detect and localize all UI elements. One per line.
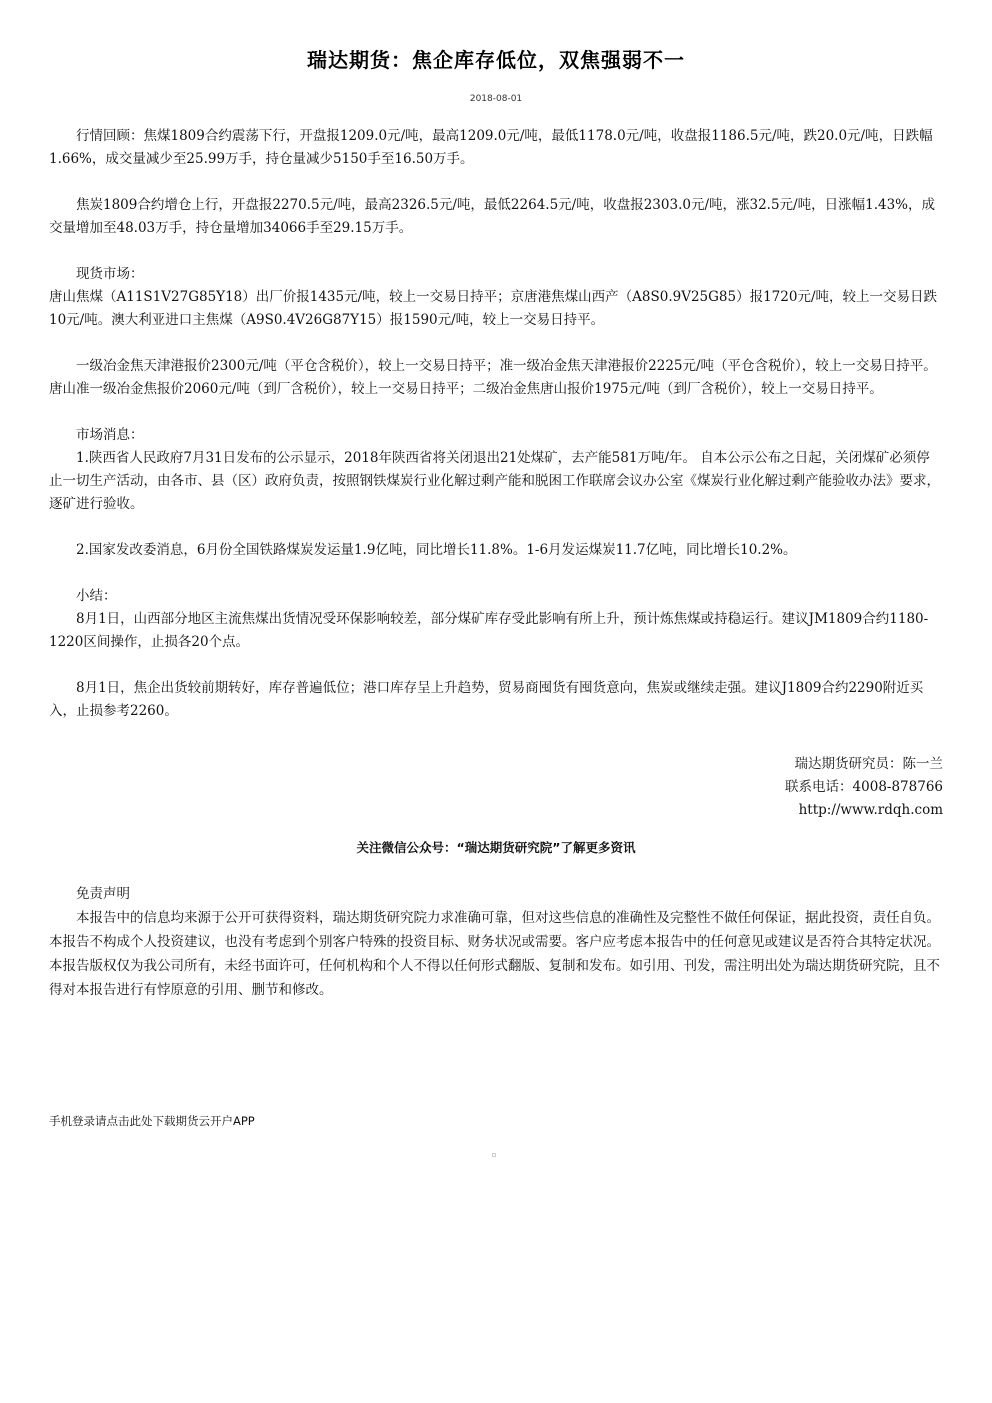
market-news-item-2: 2.国家发改委消息，6月份全国铁路煤炭发运量1.9亿吨，同比增长11.8%。1-6月发运煤炭11.7亿吨，同比增长10.2%。 xyxy=(76,542,797,558)
signature-block xyxy=(543,753,943,822)
report-title: 瑞达期货：焦企库存低位，双焦强弱不一 xyxy=(307,48,685,72)
disclaimer-section xyxy=(49,882,943,1002)
report-date: 2018-08-01 xyxy=(469,94,523,104)
market-news-item-1: 1.陕西省人民政府7月31日发布的公示显示，2018年陕西省将关闭退出21处煤矿，去产能581万吨/年。 自本公示公布之日起，关闭煤矿必须停止一切生产活动，由各市、县（区）政府负责，按照钢铁煤炭行业化解过剩产能和脱困工作联席会议办公室《煤炭行业化解过剩产能验收办法》要求，逐矿进行验收。 xyxy=(49,450,940,512)
disclaimer-text: 本报告中的信息均来源于公开可获得资料，瑞达期货研究院力求准确可靠，但对这些信息的准确性及完整性不做任何保证，据此投资，责任自负。本报告不构成个人投资建议，也没有考虑到个别客户特殊的投资目标、财务状况或需要。客户应考虑本报告中的任何意见或建议是否符合其特定状况。本报告版权仅为我公司所有，未经书面许可，任何机构和个人不得以任何形式翻版、复制和发布。如引用、刊发，需注明出处为瑞达期货研究院，且不得对本报告进行有悖原意的引用、删节和修改。 xyxy=(49,910,940,998)
page-marker-icon xyxy=(492,1153,496,1157)
spot-coking-coal: 唐山焦煤（A11S1V27G85Y18）出厂价报1435元/吨，较上一交易日持平；京唐港焦煤山西产（A8S0.9V25G85）报1720元/吨，较上一交易日跌10元/吨。澳大利亚进口主焦煤（A9S0.4V26G87Y15）报1590元/吨，较上一交易日持平。 xyxy=(49,289,937,328)
market-news-heading: 市场消息： xyxy=(76,427,144,443)
researcher-name: 瑞达期货研究员：陈一兰 xyxy=(794,756,943,772)
summary-heading: 小结： xyxy=(76,588,117,604)
spot-coke: 一级冶金焦天津港报价2300元/吨（平仓含税价），较上一交易日持平；准一级冶金焦天津港报价2225元/吨（平仓含税价），较上一交易日持平。唐山准一级冶金焦报价2060元/吨（到厂含税价），较上一交易日持平；二级冶金焦唐山报价1975元/吨（到厂含税价），较上一交易日持平。 xyxy=(49,358,937,397)
disclaimer-heading: 免责声明 xyxy=(76,886,130,902)
review-coking-coal: 行情回顾：焦煤1809合约震荡下行，开盘报1209.0元/吨，最高1209.0元/吨，最低1178.0元/吨，收盘报1186.5元/吨，跌20.0元/吨，日跌幅1.66%，成交量减少至25.99万手，持仓量减少5150手至16.50万手。 xyxy=(49,128,933,167)
wechat-follow-notice: 关注微信公众号：“瑞达期货研究院”了解更多资讯 xyxy=(356,840,636,855)
review-coke: 焦炭1809合约增仓上行，开盘报2270.5元/吨，最高2326.5元/吨，最低2264.5元/吨，收盘报2303.0元/吨，涨32.5元/吨，日涨幅1.43%，成交量增加至48.03万手，持仓量增加34066手至29.15万手。 xyxy=(49,197,935,236)
contact-phone: 联系电话：4008-878766 xyxy=(785,779,943,795)
app-download-link[interactable]: 手机登录请点击此处下载期货云开户APP xyxy=(49,1114,255,1128)
report-body xyxy=(49,125,943,723)
summary-coking-coal: 8月1日，山西部分地区主流焦煤出货情况受环保影响较差，部分煤矿库存受此影响有所上升，预计炼焦煤或持稳运行。建议JM1809合约1180-1220区间操作，止损各20个点。 xyxy=(49,611,929,650)
website-link[interactable]: http://www.rdqh.com xyxy=(798,802,943,818)
spot-market-heading: 现货市场： xyxy=(76,266,144,282)
summary-coke: 8月1日，焦企出货较前期转好，库存普遍低位；港口库存呈上升趋势，贸易商囤货有囤货意向，焦炭或继续走强。建议J1809合约2290附近买入，止损参考2260。 xyxy=(49,680,924,719)
